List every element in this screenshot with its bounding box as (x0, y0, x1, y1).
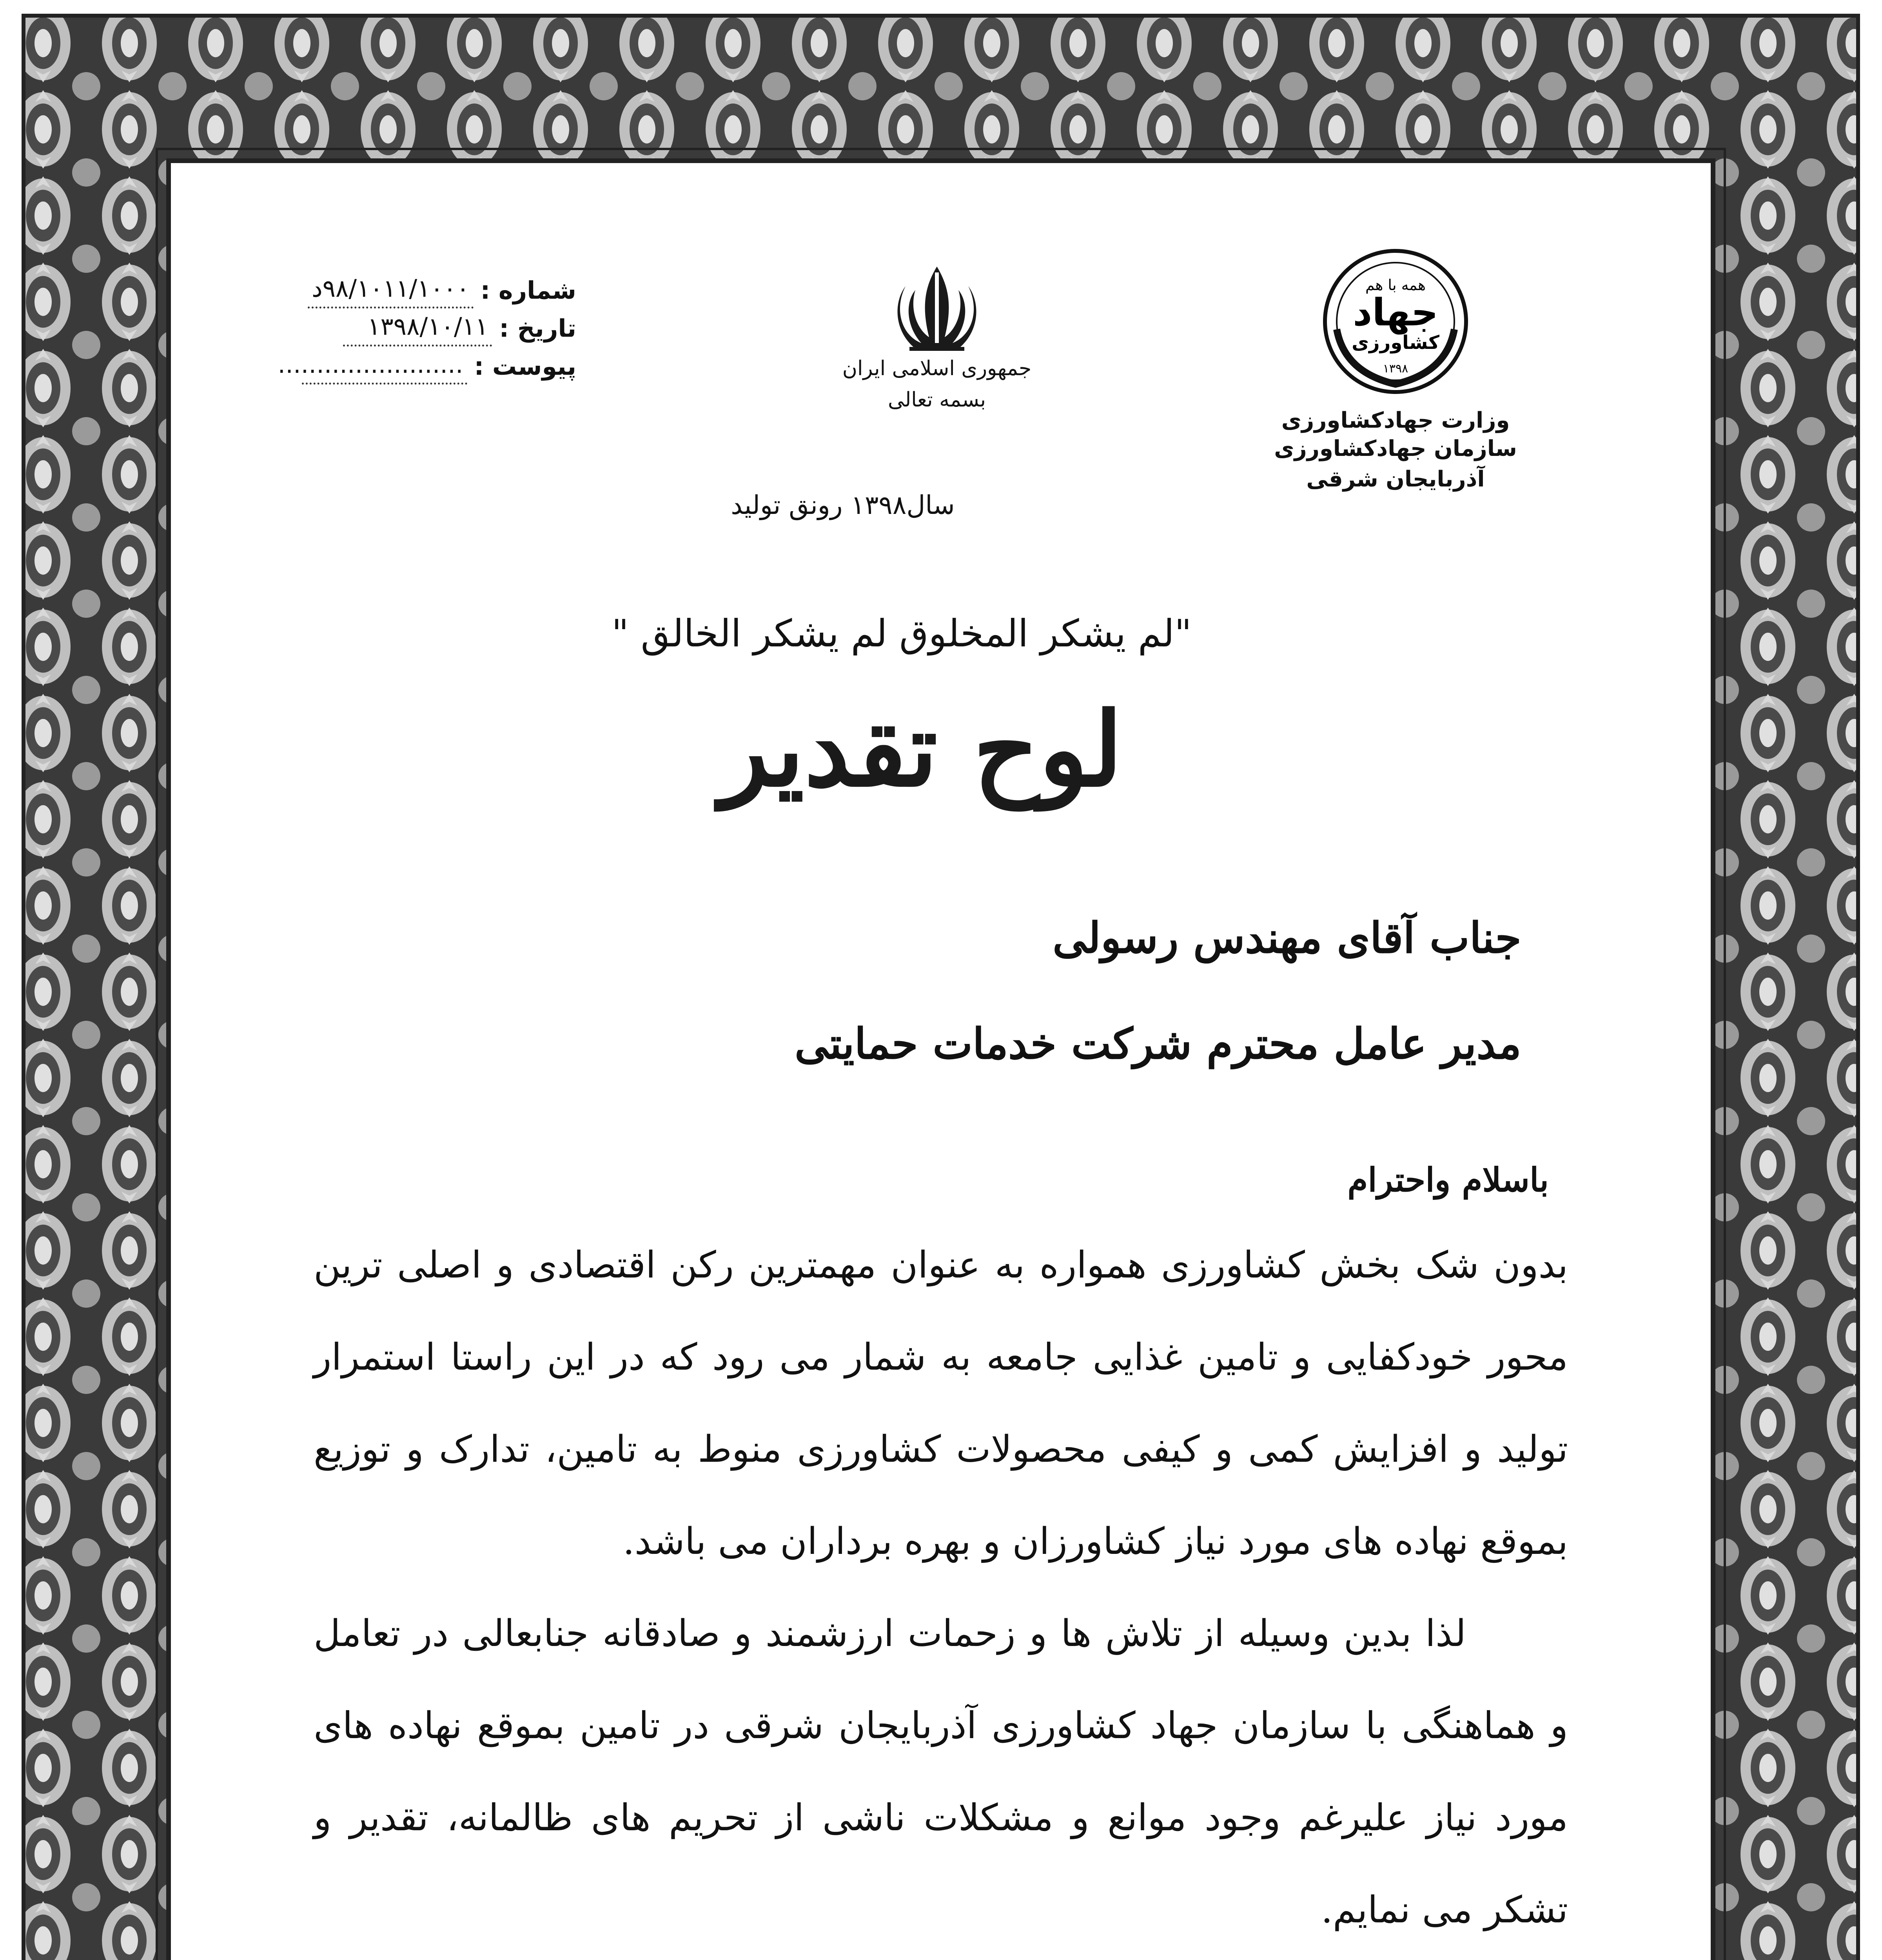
reference-attachment-label: پیوست : (474, 352, 576, 381)
letter-body (314, 1219, 1568, 1960)
body-paragraph-2: لذا بدین وسیله از تلاش ها و زحمات ارزشمند و صادقانه جنابعالی در تعامل و هماهنگی با سازمان جهاد کشاورزی آذربایجان شرقی در تامین بموقع نهاده های مورد نیاز علیرغم وجود موانع و مشکلات ناشی از تحریم های ظالمانه، تقدیر و تشکر می نمایم. (314, 1612, 1568, 1931)
reference-block (278, 270, 576, 385)
ministry-logo-block (1239, 243, 1552, 495)
salutation: باسلام واحترام (1347, 1160, 1549, 1199)
reference-number-label: شماره : (480, 276, 576, 305)
reference-attachment-row (278, 347, 576, 385)
reference-number-value: ۹۸/۱۰۱۱/۱۰۰۰د (308, 270, 473, 309)
logo-sub-text: کشاورزی (1352, 332, 1439, 354)
ministry-logo-icon (1313, 243, 1478, 408)
reference-attachment-value: ........................ (302, 347, 467, 385)
quote: "لم یشکر المخلوق لم یشکر الخالق " (611, 612, 1192, 655)
logo-year: ۱۳۹۸ (1383, 362, 1408, 376)
body-paragraph-1: بدون شک بخش کشاورزی همواره به عنوان مهمترین رکن اقتصادی و اصلی ترین محور خودکفایی و تامین غذایی جامعه به شمار می رود که در این راستا استمرار تولید و افزایش کمی و کیفی محصولات کشاورزی منوط به تامین، تدارک و توزیع بموقع نهاده های مورد نیاز کشاورزان و بهره برداران می باشد. (314, 1244, 1568, 1563)
handwritten-signature (431, 1940, 1137, 1960)
addressee-name: جناب آقای مهندس رسولی (1053, 913, 1521, 963)
national-emblem-icon (878, 259, 996, 353)
year-slogan: سال۱۳۹۸ رونق تولید (731, 490, 955, 520)
emblem-invocation: بسمه تعالی (888, 388, 986, 412)
logo-ring-text: همه با هم (1365, 276, 1426, 294)
logo-main-text: جهاد (1353, 290, 1438, 334)
reference-date-label: تاریخ : (499, 314, 576, 343)
reference-date-row (302, 309, 576, 347)
reference-number-row (302, 270, 576, 309)
addressee-position: مدیر عامل محترم شرکت خدمات حمایتی (795, 1019, 1521, 1069)
emblem-country: جمهوری اسلامی ایران (842, 357, 1032, 380)
reference-date-value: ۱۳۹۸/۱۰/۱۱ (343, 309, 492, 347)
logo-organization: سازمان جهادکشاورزی آذربایجان شرقی (1274, 436, 1517, 492)
certificate-title: لوح تقدیر (719, 690, 1123, 809)
logo-ministry: وزارت جهادکشاورزی (1281, 408, 1510, 433)
national-emblem-block (831, 259, 1043, 416)
